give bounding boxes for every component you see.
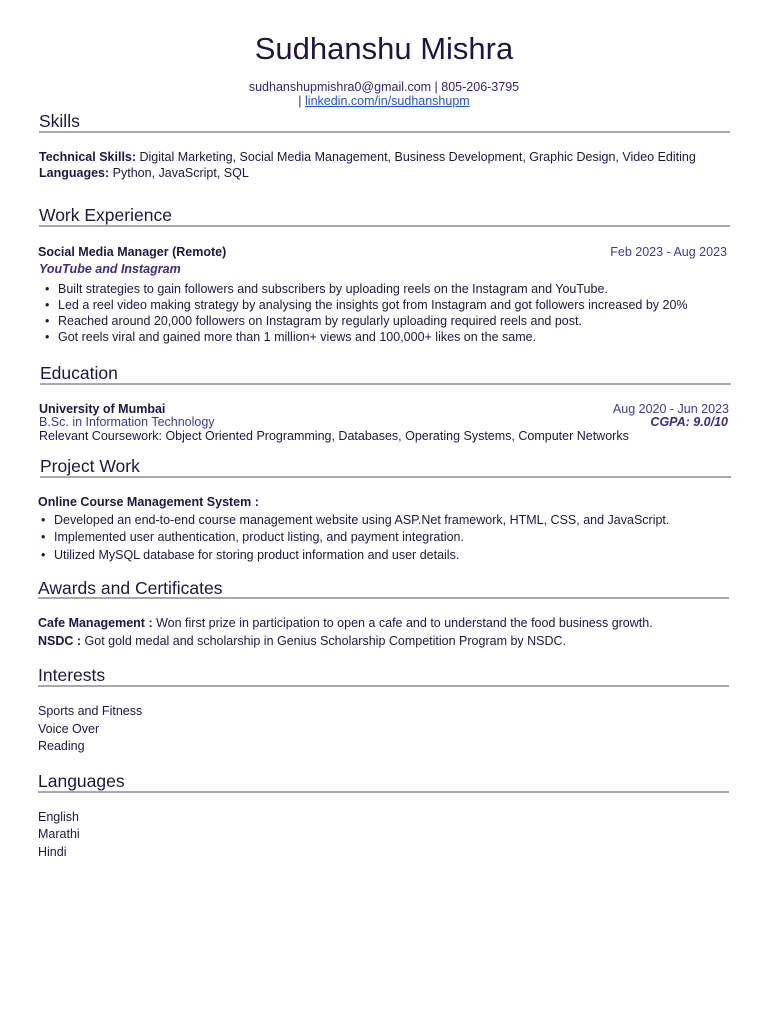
bullet-icon: • (41, 548, 46, 562)
section-rule (38, 685, 729, 687)
project-bullet-text: Utilized MySQL database for storing product information and user details. (54, 548, 460, 562)
award-item (38, 633, 566, 649)
technical-skills-line (39, 149, 696, 165)
language-item: Hindi (38, 845, 67, 859)
section-rule (38, 791, 729, 793)
section-rule (40, 476, 731, 478)
interest-item: Voice Over (38, 722, 100, 736)
section-rule (39, 131, 730, 133)
work-bullet (45, 329, 536, 345)
work-company: YouTube and Instagram (39, 262, 181, 276)
work-role: Social Media Manager (Remote) (38, 245, 227, 259)
work-bullet (45, 313, 582, 329)
education-dates: Aug 2020 - Jun 2023 (612, 402, 729, 416)
section-title-interests: Interests (38, 665, 106, 685)
interest-item: Reading (38, 739, 85, 753)
languages-skills-label: Languages: (39, 166, 110, 180)
bullet-icon: • (45, 298, 50, 312)
bullet-icon: • (45, 314, 50, 328)
work-bullet (45, 297, 688, 313)
award-label: NSDC : (38, 634, 82, 648)
work-bullet (45, 281, 608, 297)
bullet-icon: • (41, 513, 46, 527)
education-cgpa: CGPA: 9.0/10 (650, 415, 728, 429)
linkedin-link[interactable]: linkedin.com/in/sudhanshupm (305, 94, 470, 108)
education-coursework: Relevant Coursework: Object Oriented Programming, Databases, Operating Systems, Computer Networks (39, 429, 629, 443)
section-title-education: Education (40, 363, 118, 383)
bullet-icon: • (45, 330, 50, 344)
email-and-phone: sudhanshupmishra0@gmail.com | 805-206-3795 (248, 80, 520, 94)
interest-item: Sports and Fitness (38, 704, 143, 718)
languages-skills-line (39, 165, 249, 181)
linkedin-line (0, 94, 768, 109)
section-title-awards: Awards and Certificates (38, 578, 223, 598)
section-title-work: Work Experience (39, 205, 172, 225)
language-item: Marathi (38, 827, 80, 841)
project-bullet-text: Developed an end-to-end course management website using ASP.Net framework, HTML, CSS, and JavaScript. (54, 513, 670, 527)
contact-line (0, 80, 768, 95)
work-bullet-text: Led a reel video making strategy by analysing the insights got from Instagram and got followers increased by 20% (58, 298, 688, 312)
award-text: Won first prize in participation to open a cafe and to understand the food business growth. (152, 616, 653, 630)
project-bullet (41, 529, 464, 545)
bullet-icon: • (41, 530, 46, 544)
technical-skills-value: Digital Marketing, Social Media Management, Business Development, Graphic Design, Video Editing (136, 150, 696, 164)
languages-skills-value: Python, JavaScript, SQL (109, 166, 249, 180)
award-item (38, 615, 653, 631)
work-bullet-text: Built strategies to gain followers and subscribers by uploading reels on the Instagram and YouTube. (58, 282, 608, 296)
education-school: University of Mumbai (39, 402, 166, 416)
section-title-skills: Skills (39, 111, 80, 131)
section-rule (38, 597, 729, 599)
section-rule (39, 225, 730, 227)
work-dates: Feb 2023 - Aug 2023 (610, 245, 727, 259)
language-item: English (38, 810, 79, 824)
project-bullet-text: Implemented user authentication, product listing, and payment integration. (54, 530, 464, 544)
resume-name: Sudhanshu Mishra (254, 31, 514, 66)
work-bullet-text: Reached around 20,000 followers on Instagram by regularly uploading required reels and post. (58, 314, 582, 328)
section-title-projects: Project Work (40, 456, 140, 476)
project-name: Online Course Management System : (38, 495, 259, 509)
technical-skills-label: Technical Skills: (39, 150, 137, 164)
bullet-icon: • (45, 282, 50, 296)
linkedin-separator: | (298, 94, 306, 108)
section-title-languages: Languages (38, 771, 125, 791)
award-text: Got gold medal and scholarship in Genius Scholarship Competition Program by NSDC. (81, 634, 567, 648)
work-bullet-text: Got reels viral and gained more than 1 million+ views and 100,000+ likes on the same. (58, 330, 537, 344)
section-rule (40, 383, 731, 385)
award-label: Cafe Management : (38, 616, 153, 630)
project-bullet (41, 547, 459, 563)
education-degree: B.Sc. in Information Technology (39, 415, 215, 429)
project-bullet (41, 512, 669, 528)
